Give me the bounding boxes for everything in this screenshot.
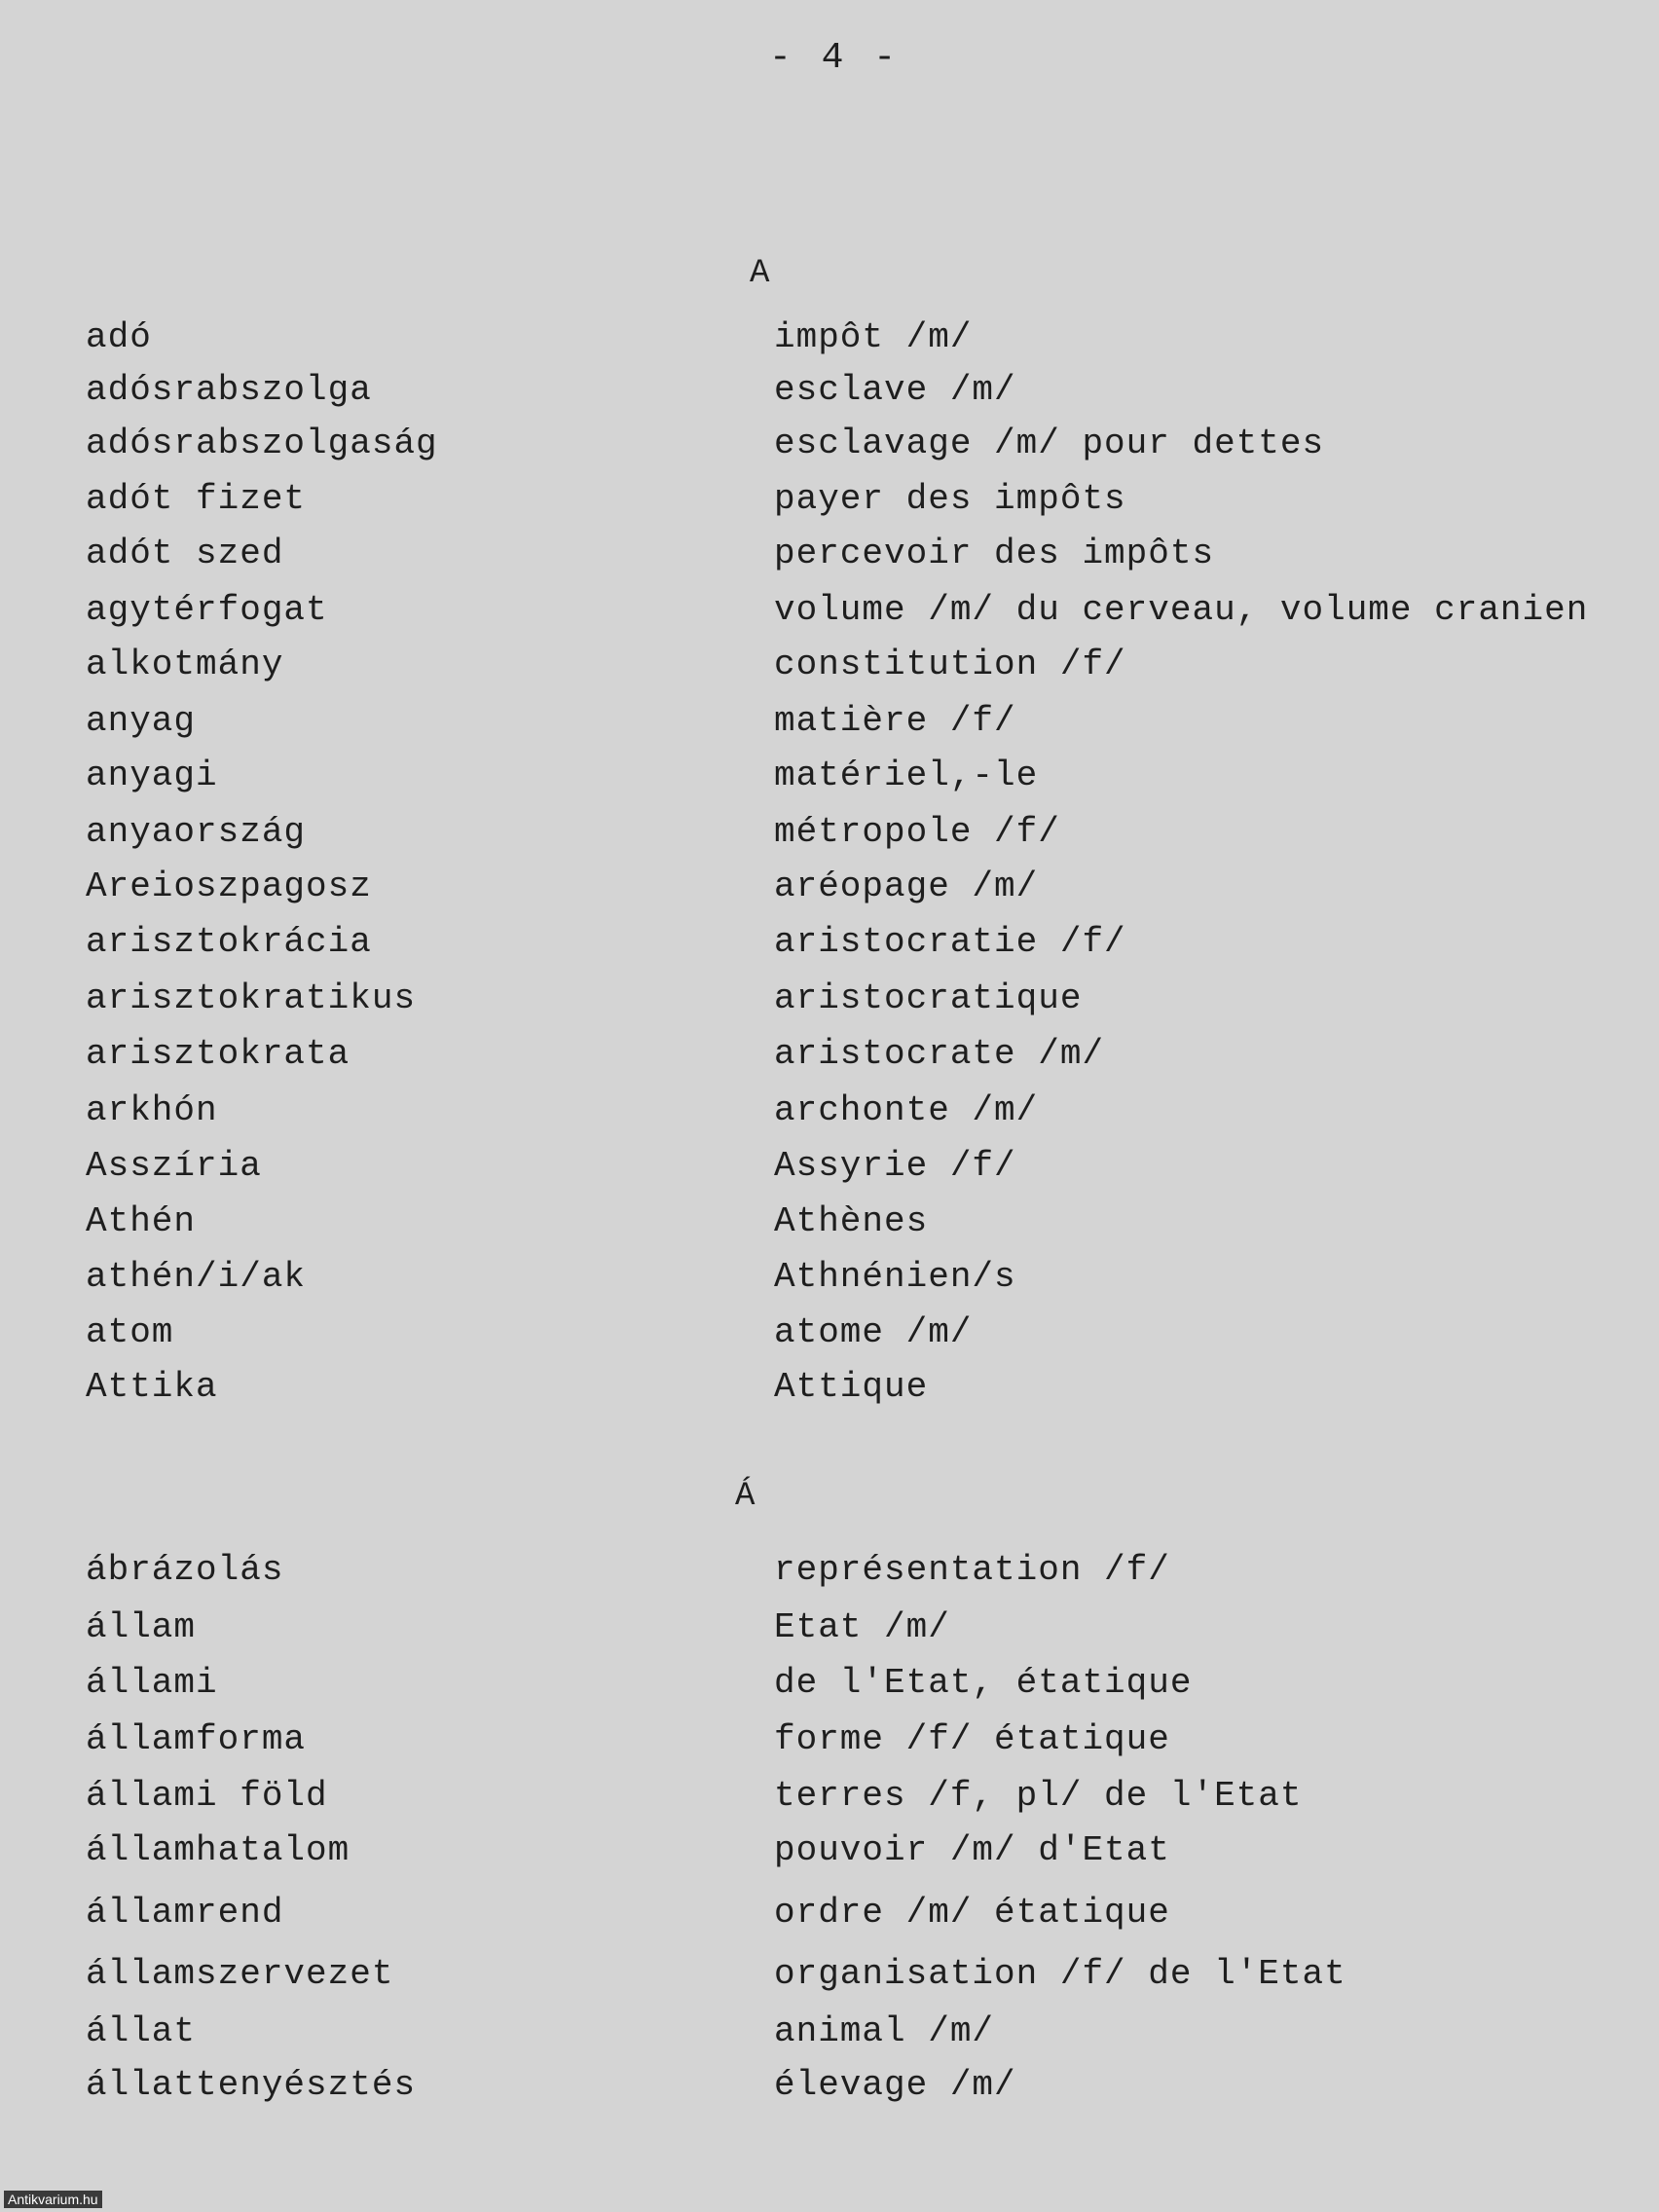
hungarian-term: adót szed bbox=[86, 534, 284, 573]
list-item bbox=[0, 420, 1659, 468]
french-term: atome /m/ bbox=[774, 1312, 973, 1352]
french-term: esclavage /m/ pour dettes bbox=[774, 424, 1325, 463]
french-term: terres /f, pl/ de l'Etat bbox=[774, 1776, 1303, 1816]
french-term: Assyrie /f/ bbox=[774, 1146, 1016, 1186]
list-item bbox=[0, 1198, 1659, 1246]
french-term: percevoir des impôts bbox=[774, 534, 1215, 573]
list-item bbox=[0, 808, 1659, 857]
french-term: métropole /f/ bbox=[774, 812, 1060, 852]
french-term: élevage /m/ bbox=[774, 2065, 1016, 2105]
hungarian-term: adósrabszolgaság bbox=[86, 424, 438, 463]
french-term: animal /m/ bbox=[774, 2011, 995, 2051]
french-term: aréopage /m/ bbox=[774, 866, 1039, 906]
french-term: de l'Etat, étatique bbox=[774, 1663, 1193, 1703]
hungarian-term: államhatalom bbox=[86, 1830, 350, 1870]
list-item bbox=[0, 641, 1659, 689]
french-term: archonte /m/ bbox=[774, 1090, 1039, 1130]
list-item bbox=[0, 752, 1659, 800]
list-item bbox=[0, 530, 1659, 578]
french-term: esclave /m/ bbox=[774, 370, 1016, 410]
hungarian-term: állami bbox=[86, 1663, 218, 1703]
hungarian-term: arisztokrata bbox=[86, 1034, 350, 1074]
list-item bbox=[0, 1604, 1659, 1652]
list-item bbox=[0, 1030, 1659, 1079]
hungarian-term: államszervezet bbox=[86, 1954, 394, 1994]
hungarian-term: állami föld bbox=[86, 1776, 328, 1816]
hungarian-term: arisztokrácia bbox=[86, 922, 372, 962]
list-item bbox=[0, 1772, 1659, 1821]
list-item bbox=[0, 918, 1659, 967]
hungarian-term: alkotmány bbox=[86, 645, 284, 684]
hungarian-term: atom bbox=[86, 1312, 174, 1352]
hungarian-term: agytérfogat bbox=[86, 590, 328, 630]
french-term: impôt /m/ bbox=[774, 317, 973, 357]
list-item bbox=[0, 1659, 1659, 1708]
list-item bbox=[0, 975, 1659, 1023]
french-term: aristocrate /m/ bbox=[774, 1034, 1105, 1074]
hungarian-term: anyaország bbox=[86, 812, 307, 852]
list-item bbox=[0, 1889, 1659, 1937]
list-item bbox=[0, 1363, 1659, 1412]
hungarian-term: adót fizet bbox=[86, 479, 307, 519]
hungarian-term: Attika bbox=[86, 1367, 218, 1407]
french-term: matière /f/ bbox=[774, 701, 1016, 741]
french-term: matériel,-le bbox=[774, 756, 1039, 795]
hungarian-term: anyag bbox=[86, 701, 197, 741]
list-item bbox=[0, 2008, 1659, 2056]
list-item bbox=[0, 1950, 1659, 1999]
section-heading-a-acute: Á bbox=[735, 1478, 756, 1515]
hungarian-term: adó bbox=[86, 317, 152, 357]
french-term: Athnénien/s bbox=[774, 1257, 1016, 1297]
french-term: pouvoir /m/ d'Etat bbox=[774, 1830, 1170, 1870]
list-item bbox=[0, 1546, 1659, 1595]
hungarian-term: anyagi bbox=[86, 756, 218, 795]
french-term: ordre /m/ étatique bbox=[774, 1893, 1170, 1933]
list-item bbox=[0, 1826, 1659, 1875]
hungarian-term: adósrabszolga bbox=[86, 370, 372, 410]
section-heading-a: A bbox=[750, 255, 770, 292]
hungarian-term: Asszíria bbox=[86, 1146, 262, 1186]
list-item bbox=[0, 366, 1659, 415]
list-item bbox=[0, 586, 1659, 635]
watermark: Antikvarium.hu bbox=[4, 2191, 102, 2208]
hungarian-term: Athén bbox=[86, 1201, 197, 1241]
hungarian-term: arkhón bbox=[86, 1090, 218, 1130]
list-item bbox=[0, 2061, 1659, 2110]
french-term: constitution /f/ bbox=[774, 645, 1126, 684]
hungarian-term: arisztokratikus bbox=[86, 978, 417, 1018]
french-term: volume /m/ du cerveau, volume cranien bbox=[774, 590, 1589, 630]
list-item bbox=[0, 1142, 1659, 1191]
hungarian-term: ábrázolás bbox=[86, 1550, 284, 1590]
list-item bbox=[0, 1715, 1659, 1764]
hungarian-term: athén/i/ak bbox=[86, 1257, 307, 1297]
hungarian-term: államrend bbox=[86, 1893, 284, 1933]
list-item bbox=[0, 863, 1659, 911]
french-term: organisation /f/ de l'Etat bbox=[774, 1954, 1346, 1994]
french-term: forme /f/ étatique bbox=[774, 1719, 1170, 1759]
hungarian-term: állam bbox=[86, 1607, 197, 1647]
french-term: Attique bbox=[774, 1367, 929, 1407]
french-term: Etat /m/ bbox=[774, 1607, 950, 1647]
hungarian-term: állat bbox=[86, 2011, 197, 2051]
french-term: aristocratie /f/ bbox=[774, 922, 1126, 962]
french-term: Athènes bbox=[774, 1201, 929, 1241]
page-number: - 4 - bbox=[769, 37, 901, 79]
list-item bbox=[0, 1087, 1659, 1135]
list-item bbox=[0, 475, 1659, 524]
hungarian-term: Areioszpagosz bbox=[86, 866, 372, 906]
french-term: représentation /f/ bbox=[774, 1550, 1170, 1590]
french-term: aristocratique bbox=[774, 978, 1083, 1018]
list-item bbox=[0, 697, 1659, 746]
list-item bbox=[0, 1309, 1659, 1357]
hungarian-term: állattenyésztés bbox=[86, 2065, 417, 2105]
list-item bbox=[0, 1253, 1659, 1302]
list-item bbox=[0, 313, 1659, 362]
hungarian-term: államforma bbox=[86, 1719, 307, 1759]
french-term: payer des impôts bbox=[774, 479, 1126, 519]
